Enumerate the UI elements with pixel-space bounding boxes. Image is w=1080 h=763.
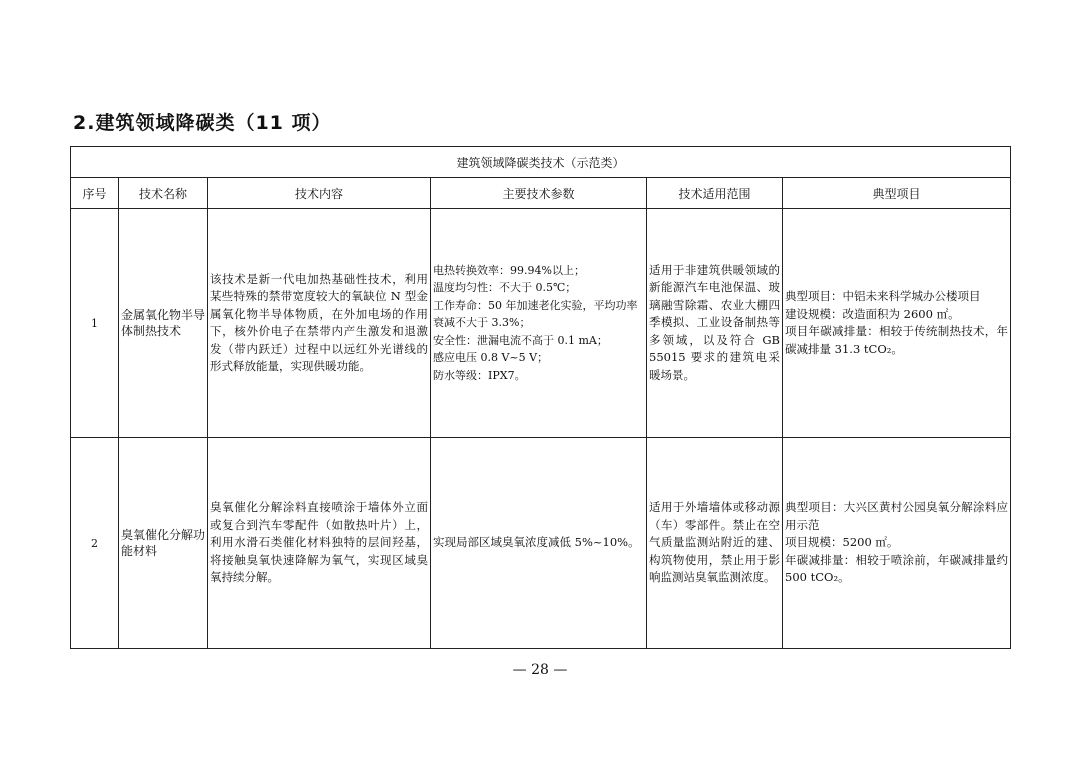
header-name: 技术名称 <box>119 178 208 209</box>
param-line: 安全性：泄漏电流不高于 0.1 mA； <box>433 333 608 347</box>
header-projects: 典型项目 <box>783 178 1011 209</box>
technology-table <box>70 146 1011 649</box>
table-header-row <box>71 178 1011 209</box>
row-tech-name: 臭氧催化分解功能材料 <box>119 438 208 649</box>
param-line: 实现局部区域臭氧浓度减低 5%~10%。 <box>433 535 640 550</box>
row-tech-content: 臭氧催化分解涂料直接喷涂于墙体外立面或复合到汽车零配件（如散热叶片）上，利用水滑石类催化材料独特的层间羟基，将接触臭氧快速降解为氧气，实现区域臭氧持续分解。 <box>208 438 431 649</box>
header-scope: 技术适用范围 <box>647 178 783 209</box>
row-typical-project <box>783 209 1011 438</box>
table-caption: 建筑领域降碳类技术（示范类） <box>71 147 1011 178</box>
row-typical-project <box>783 438 1011 649</box>
param-line: 电热转换效率：99.94%以上； <box>433 263 585 277</box>
row-index: 1 <box>71 209 119 438</box>
table-row <box>71 438 1011 649</box>
row-tech-scope: 适用于外墙墙体或移动源（车）零部件。禁止在空气质量监测站附近的建、构筑物使用，禁止用于影响监测站臭氧监测浓度。 <box>647 438 783 649</box>
project-line: 典型项目：大兴区黄村公园臭氧分解涂料应用示范 <box>785 500 1009 532</box>
header-content: 技术内容 <box>208 178 431 209</box>
row-tech-scope: 适用于非建筑供暖领域的新能源汽车电池保温、玻璃融雪除霜、农业大棚四季模拟、工业设备制热等多领域，以及符合 GB 55015 要求的建筑电采暖场景。 <box>647 209 783 438</box>
row-tech-params <box>431 209 647 438</box>
project-line: 年碳减排量：相较于喷涂前，年碳减排量约 500 tCO₂。 <box>785 552 1009 585</box>
row-tech-params <box>431 438 647 649</box>
row-tech-name: 金属氧化物半导体制热技术 <box>119 209 208 438</box>
project-line: 典型项目：中铝未来科学城办公楼项目 <box>785 289 981 303</box>
header-index: 序号 <box>71 178 119 209</box>
param-line: 防水等级：IPX7。 <box>433 368 526 382</box>
param-line: 感应电压 0.8 V~5 V； <box>433 351 549 365</box>
project-line: 项目规模：5200 ㎡。 <box>785 535 899 550</box>
table-row <box>71 209 1011 438</box>
row-index: 2 <box>71 438 119 649</box>
param-line: 工作寿命：50 年加速老化实验，平均功率衰减不大于 3.3%； <box>433 298 638 330</box>
page-number: — 28 — <box>512 662 568 678</box>
table-caption-row <box>71 147 1011 178</box>
param-line: 温度均匀性：不大于 0.5℃； <box>433 281 577 295</box>
section-title: 2.建筑领域降碳类（11 项） <box>73 112 332 134</box>
project-line: 项目年碳减排量：相较于传统制热技术，年碳减排量 31.3 tCO₂。 <box>785 324 1009 356</box>
row-tech-content: 该技术是新一代电加热基础性技术，利用某些特殊的禁带宽度较大的氧缺位 N 型金属氧化物半导体物质，在外加电场的作用下，核外价电子在禁带内产生激发和退激发（带内跃迁）过程中以远红外光谱线的形式释放能量，实现供暖功能。 <box>208 209 431 438</box>
header-params: 主要技术参数 <box>431 178 647 209</box>
project-line: 建设规模：改造面积为 2600 ㎡。 <box>785 306 960 321</box>
